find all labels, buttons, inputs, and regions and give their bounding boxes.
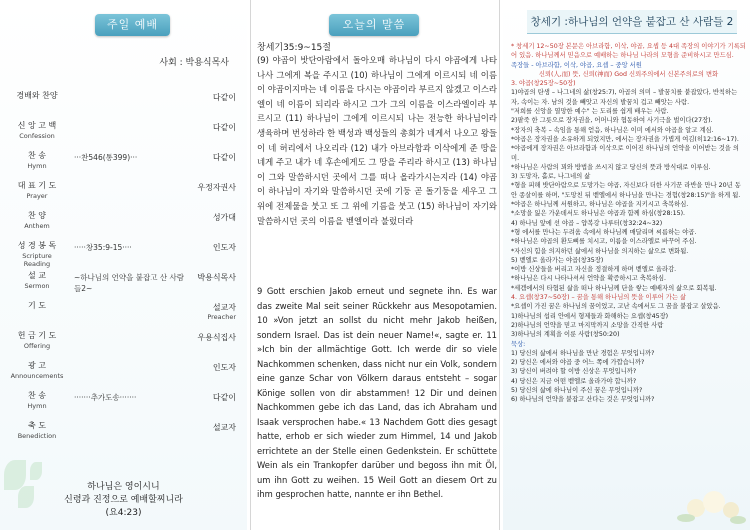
service-tab: 주일 예배 [95,14,170,36]
service-item [10,360,240,388]
study-line: 6) 하나님의 언약을 붙잡고 산다는 것은 무엇입니까? [511,396,655,404]
service-item-label [10,240,64,268]
service-order-panel [0,0,247,530]
scripture-tab: 오늘의 말씀 [329,14,419,36]
study-line: 4) 하나님 앞에 선 야곱 – 얍복강 나루터(창32:24~32) [511,219,663,227]
service-item-leader-name: 설교자 [212,303,236,312]
study-line: 3. 야곱(창25장~50장) [511,80,576,88]
study-line: *장자의 축복 – 속임을 통해 얻음, 하나님은 이미 에서와 야곱을 알고 계심. [511,126,714,134]
study-line: 1)야곱의 탄생 – 나그네의 삶(창25:7), 아곱의 의미 – 발꿈치를 붙잡았다, 반칙하는 자, 속이는 자. 남의 것을 빼앗고 자신의 발꿈치 겁고 빼앗는 사람. [511,89,738,106]
service-item [10,150,240,178]
service-item-english: Sermon [24,282,50,290]
service-item-leader [213,362,236,373]
service-item [10,180,240,208]
study-line: *이방 신상들을 버리고 자신을 정결하게 하며 벧엘로 올라감. [511,266,677,274]
service-item-title: 성 경 봉 독 [17,241,57,250]
study-line: "저희를 신앙을 열망한 예수" 는 도리를 쉽게 배우는 사람. [511,108,669,116]
service-item-title: 설 교 [28,271,46,280]
service-item-leader [197,332,236,343]
service-item-leader [213,242,236,253]
study-line: 4. 요셉(창37~50장) – 꿈을 통해 하나님의 뜻을 이루어 가는 삶 [511,294,687,302]
closing-line-2: 신령과 진정으로 예배할찌니라 [64,495,183,505]
service-item [10,120,240,148]
service-item-english: Hymn [27,402,47,410]
study-line: *야곱은 하나님께 서원하고, 하나님은 야곱을 지키시고 축복하심. [511,201,689,209]
service-item-title: 찬 송 [28,391,46,400]
service-item-title: 찬 송 [28,151,46,160]
host-text: 사회 : 박용식목사 [159,58,229,68]
service-item-label [10,90,64,101]
service-item-english: Announcements [10,372,64,380]
study-line: *형을 피해 밧단아람으로 도망가는 야곱, 자신보다 더한 사기꾼 라반을 만나 20년 동안 종살이를 하며, "도망친 뒤 벧엘에서 하나님을 만나는 경험(창28:15)"을 하게 됨. [511,182,741,199]
service-item-leader [213,92,236,103]
study-line: 3) 당신이 버려야 할 이방 신상은 무엇입니까? [511,368,637,376]
scripture-korean: (9) 야곱이 밧단아람에서 돌아오매 하나님이 다시 야곱에게 나타나사 그에게 복을 주시고 (10) 하나님이 그에게 이르시되 네 이름이 야곱이지마는 네 이름을 다시는 야곱이라 부르지 않겠고 이스라엘이 네 이름이 되리라 하시고 그가 그의 이름을 이스라엘이라 부르시고 (11) 하나님이 그에게 이르시되 나는 전능한 하나님이라 생육하며 번성하라 한 백성과 백성들의 총회가 네게서 나오고 왕들이 네 허리에서 나오리라 (12) 내가 아브라함과 이삭에게 준 땅을 네게 주고 내가 네 후손에게도 그 땅을 주리라 하시고 (13) 하나님이 그와 말씀하시던 곳에서 그를 떠나 올라가시는지라 (14) 야곱이 하나님이 자기와 말씀하시던 곳에 기둥 곧 돌기둥을 세우고 그 위에 전제물을 붓고 또 그 위에 기름을 붓고 (15) 하나님이 자기와 말씀하시던 곳의 이름을 벧엘이라 불렀더라 [257,55,497,226]
study-line: 3) 도망자, 홀로, 나그네의 삶 [511,173,591,181]
closing-verse [0,481,247,520]
scripture-panel [250,0,500,530]
service-item-leader-name: 다같이 [212,393,236,402]
service-item-label [10,360,64,380]
study-line: 4) 당신은 지금 어떤 벧엘로 올라가야 합니까? [511,377,637,385]
service-item-leader [213,422,236,433]
service-item-leader-name: 다같이 [212,123,236,132]
service-item-leader-name: 인도자 [212,363,236,372]
service-item-english: Scripture Reading [22,252,52,268]
study-line: 3)하나님의 계획을 이룬 사람(창50:20) [511,331,620,339]
service-item-leader [213,122,236,133]
service-item-detail: ···찬546(통399)··· [74,153,138,162]
service-item [10,90,240,118]
study-line: 족장들 - 아브라함, 이삭, 야곱, 요셉 – 중앙 서원 [511,61,642,69]
study-body [511,42,746,405]
service-item-label [10,150,64,170]
study-line: 2)하나님의 언약을 믿고 마지막까지 소망을 간직한 사람 [511,321,664,329]
service-item-label [10,270,64,290]
study-line: *하나님은 야곱의 환도뼈를 치시고, 이름을 이스라엘로 바꾸어 주심. [511,238,697,246]
service-item [10,210,240,238]
service-item-title: 헌 금 기 도 [17,331,57,340]
service-item-english: Confession [19,132,55,140]
service-item [10,240,240,268]
service-item-leader-name: 우정자권사 [197,183,236,192]
service-item-detail: ~하나님의 언약을 붙잡고 산 사람들2~ [74,273,185,293]
service-item-title: 경배와 찬양 [16,91,58,100]
study-line: 2) 당신은 에서와 야곱 중 어느 쪽에 가깝습니까? [511,359,645,367]
study-line: 묵상: [511,340,526,348]
service-item [10,300,240,328]
service-item-label [10,300,64,311]
service-item-title: 축 도 [28,421,46,430]
service-item-english: Anthem [24,222,50,230]
service-item-label [10,330,64,350]
service-item [10,390,240,418]
service-item-leader [207,302,236,321]
service-item-english: Offering [23,342,51,350]
study-line: *하나님은 다시 나타나셔서 언약을 확증하시고 축복하심. [511,275,667,283]
study-title: 창세기 :하나님의 언약을 붙잡고 산 사람들 2 [527,10,737,34]
study-line: *요셉이 가진 꿈은 하나님의 꿈이었고, 고난 속에서도 그 꿈을 붙잡고 살았음. [511,303,721,311]
study-line: *소망을 잃은 가운데서도 하나님은 야곱과 함께 하심(창28:15). [511,210,686,218]
service-item-leader-name: 박용식목사 [197,273,236,282]
study-line: *형 에서를 만나는 두려움 속에서 하나님께 매달리며 씨름하는 야곱. [511,228,697,236]
scripture-reference: 창세기35:9~15절 [257,43,331,53]
service-item-english: Prayer [26,192,48,200]
service-item-label [10,120,64,140]
service-item-label [10,390,64,410]
service-item [10,330,240,358]
service-item-leader-name: 다같이 [212,153,236,162]
service-item-leader [213,392,236,403]
service-item [10,420,240,448]
service-item-title: 기 도 [28,301,46,310]
service-item-english: Hymn [27,162,47,170]
closing-line-1: 하나님은 영이시니 [87,482,160,492]
service-item-title: 대 표 기 도 [17,181,57,190]
study-line: 2)팥죽 한 그릇으로 장자권을, 어머니와 협동하여 사기극을 벌이다(27장). [511,117,713,125]
study-line: 5) 당신의 삶에 하나님이 주신 꿈은 무엇입니까? [511,386,643,394]
study-line: *야곱은 장자권을 소유하게 되었지만, 에서는 장자권을 가볍게 여김(히12:16~17). [511,135,739,143]
service-item-title: 찬 양 [28,211,46,220]
study-line: *자신의 힘을 의지하던 삶에서 하나님을 의지하는 삶으로 변화됨. [511,247,689,255]
study-line: *세겜에서의 타협된 삶을 떠나 하나님께 단을 쌓는 예배자의 삶으로 회복됨. [511,284,717,292]
service-item-label [10,210,64,230]
study-line: 5) 벧엘로 올라가는 야곱(창35장) [511,256,604,264]
flower-decoration [676,480,746,526]
service-item-detail: ·······추가도송······· [74,393,137,402]
service-item-detail: ·····창35:9-15···· [74,243,132,252]
leaf-decoration [30,462,42,480]
service-item-title: 신 앙 고 백 [17,121,57,130]
study-line: *하나님은 사람의 꾀와 방법을 쓰시지 않고 당신의 뜻과 방식대로 이루심. [511,163,711,171]
scripture-german: 9 Gott erschien Jakob erneut und segnete ihn. Es war das zweite Mal seit seiner Rückkehr aus Mesopotamien. 10 »Von jetzt an sollst du nicht mehr Jakob heißen, sondern Israel. Das ist dein neuer Name!«, sagte er. 11 »Ich bin der allmächtige Gott. Ich werde dir so viele Nachkommen schenken, dass nicht nur ein Volk, sondern eine ganze Schar von Völkern daraus entsteht – sogar Könige sollen von dir abstammen! 12 Dir und deinen Nachkommen gebe ich das Land, das ich Abraham und Isaak versprochen habe.« 13 Nachdem Gott dies gesagt hatte, erhob er sich wieder zum Himmel, 14 und Jakob errichtete an der Stelle einen Gedenkstein. Er schüttete Wein als ein Trankopfer darüber und begoss ihn mit Öl, um ihn Gott zu weihen. 15 Weil Gott an diesem Ort zu ihm gesprochen hatte, nannte er ihn Bethel. [257,286,497,499]
service-item-leader-name: 다같이 [212,93,236,102]
service-item-english: Benediction [17,432,57,440]
service-item-title: 광 고 [28,361,46,370]
service-item-leader [213,152,236,163]
service-item-leader-name: 인도자 [212,243,236,252]
service-item-leader [213,212,236,223]
service-item-leader-name: 설교자 [212,423,236,432]
study-line: 1) 당신의 삶에서 하나님을 만난 경험은 무엇입니까? [511,349,655,357]
study-line: *야곱에게 장자권은 아브라함과 이삭으로 이어진 하나님의 언약을 이어받는 것을 의미. [511,145,739,162]
service-item-leader [197,272,236,283]
service-item-leader-english: Preacher [207,313,236,321]
study-panel [503,0,750,530]
service-item [10,270,240,298]
closing-line-3: (요4:23) [105,508,142,518]
study-line: * 창세기 12~50장 본문은 아브라함, 이삭, 야곱, 요셉 등 4대 족장의 이야기가 기록되어 있음. 하나님께서 믿음으로 예배하는 하나님 나라의 모형을 준비하시고 만드심. [511,43,746,60]
service-item-leader-name: 성가대 [212,213,236,222]
study-line: 신뢰(人,而) 뜻, 신뢰(神而) God 신뢰주의에서 신본주의로의 변화 [538,70,719,78]
service-item-label [10,180,64,200]
service-item-label [10,420,64,440]
study-line: 1)하나님의 섭리 안에서 형제들과 화해하는 요셉(창45장) [511,312,669,320]
service-item-leader-name: 우용식집사 [197,333,236,342]
service-item-leader [197,182,236,193]
